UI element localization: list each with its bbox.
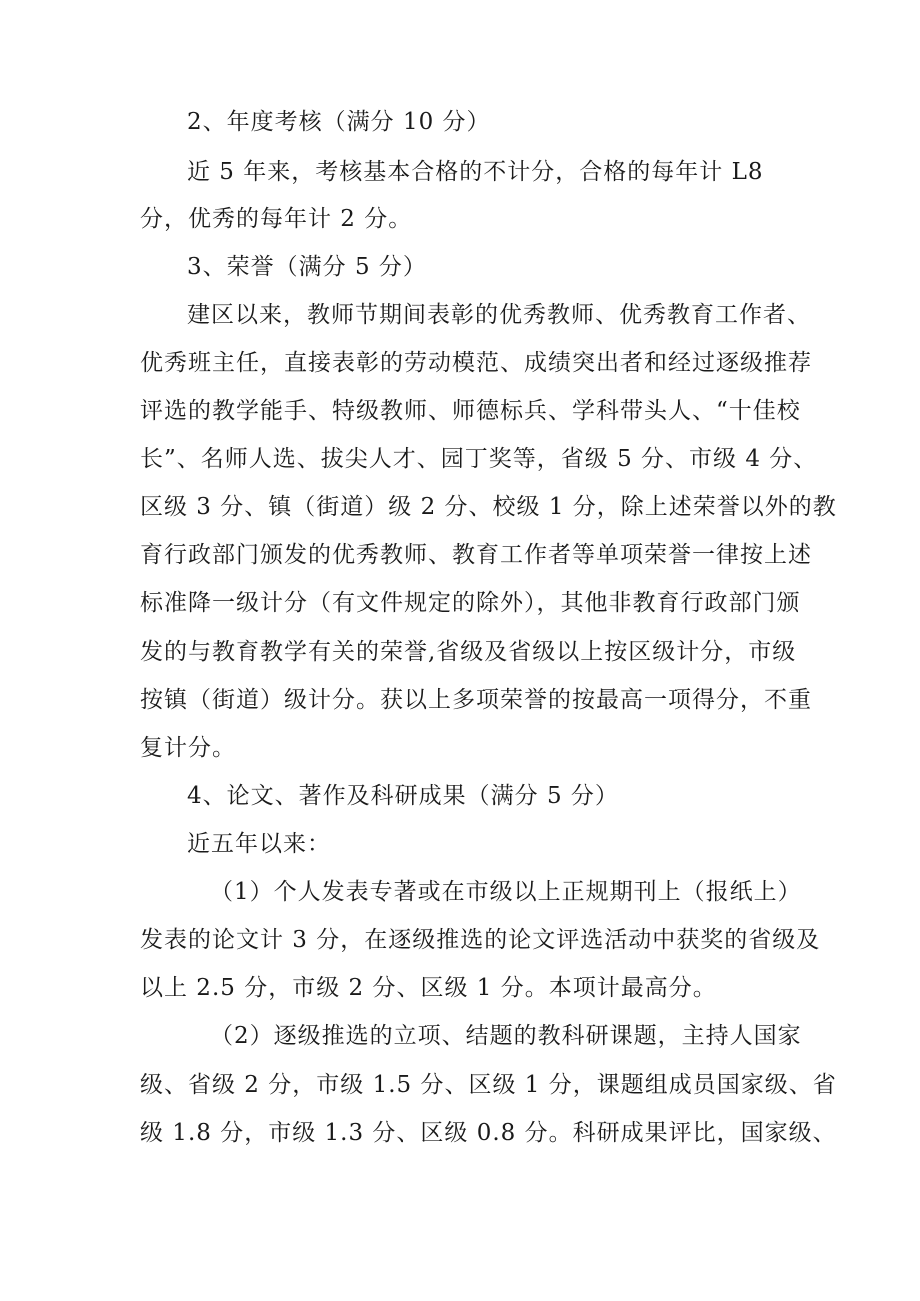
paragraph-line: 发的与教育教学有关的荣誉,省级及省级以上按区级计分，市级 [140,639,797,665]
paragraph-line: 发表的论文计 3 分，在逐级推选的论文评选活动中获奖的省级及 [140,927,821,953]
paragraph-line: 育行政部门颁发的优秀教师、教育工作者等单项荣誉一律按上述 [140,542,812,568]
paragraph-line: 分，优秀的每年计 2 分。 [140,206,413,232]
list-item-1: （1）个人发表专著或在市级以上正规期刊上（报纸上） [210,879,802,905]
heading-papers-research: 4、论文、著作及科研成果（满分 5 分） [187,783,619,809]
paragraph-line: 级、省级 2 分，市级 1.5 分、区级 1 分，课题组成员国家级、省 [140,1072,837,1098]
paragraph-line: 长”、名师人选、拔尖人才、园丁奖等，省级 5 分、市级 4 分、 [140,446,818,472]
heading-annual-assessment: 2、年度考核（满分 10 分） [187,109,491,135]
paragraph-line: 优秀班主任，直接表彰的劳动模范、成绩突出者和经过逐级推荐 [140,350,812,376]
paragraph-line: 按镇（街道）级计分。获以上多项荣誉的按最高一项得分，不重 [140,687,812,713]
paragraph-line: 建区以来，教师节期间表彰的优秀教师、优秀教育工作者、 [187,302,811,328]
paragraph-line: 复计分。 [140,735,236,761]
paragraph-line: 标准降一级计分（有文件规定的除外），其他非教育行政部门颁 [140,590,801,616]
paragraph-line: 近五年以来： [187,831,331,857]
heading-honors: 3、荣誉（满分 5 分） [187,254,427,280]
paragraph-line: 区级 3 分、镇（街道）级 2 分、校级 1 分，除上述荣誉以外的教 [140,494,837,520]
paragraph-line: 级 1.8 分，市级 1.3 分、区级 0.8 分。科研成果评比，国家级、 [140,1120,837,1146]
paragraph-line: 以上 2.5 分，市级 2 分、区级 1 分。本项计最高分。 [140,975,717,1001]
paragraph-line: 评选的教学能手、特级教师、师德标兵、学科带头人、“十佳校 [140,398,801,424]
paragraph-line: 近 5 年来，考核基本合格的不计分，合格的每年计 L8 [187,159,764,185]
list-item-2: （2）逐级推选的立项、结题的教科研课题，主持人国家 [210,1023,802,1049]
